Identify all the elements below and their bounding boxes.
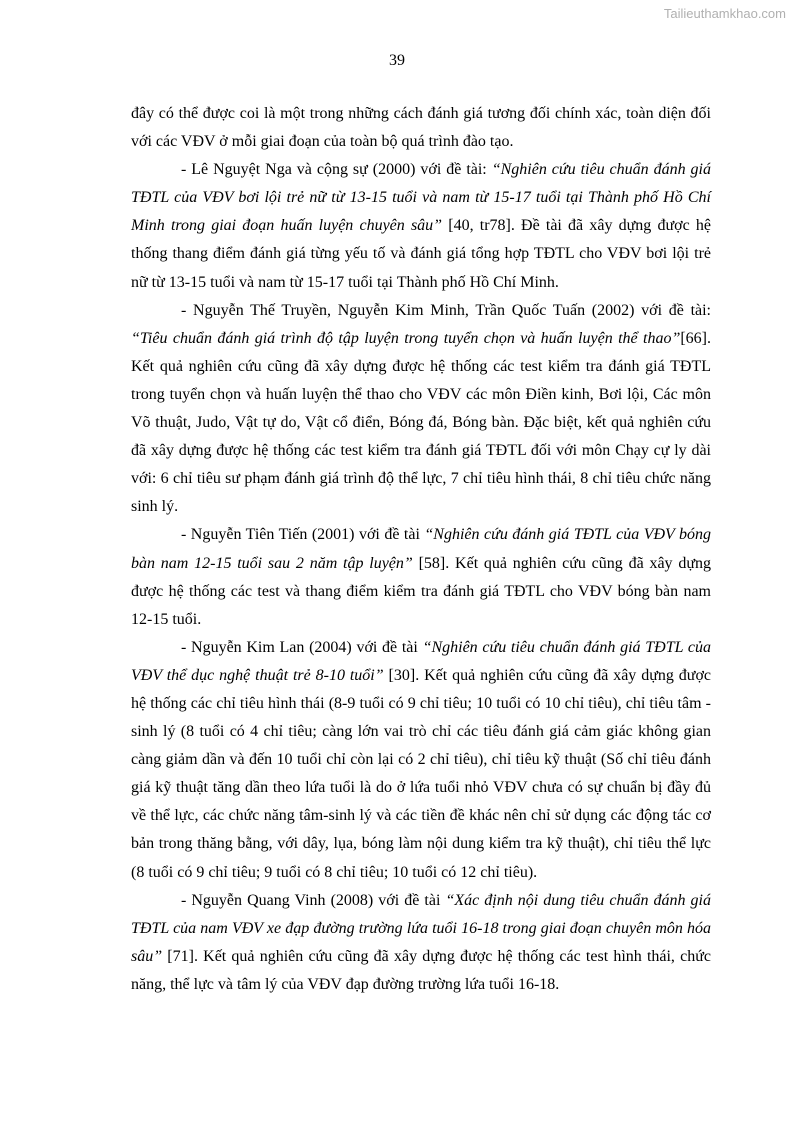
citation-title: “Nghiên cứu tiêu chuẩn đánh giá TĐTL của VĐV thể dục nghệ thuật trẻ 8-10 tuổi” — [131, 638, 712, 684]
paragraph-text: - Lê Nguyệt Nga và cộng sự (2000) với đề tài: — [181, 161, 492, 179]
citation-title: “Nghiên cứu đánh giá TĐTL của VĐV bóng bàn nam 12-15 tuổi sau 2 năm tập luyện” — [131, 526, 712, 572]
body-text — [131, 100, 711, 999]
paragraph-text: [40, tr78]. Đề tài đã xây dựng được hệ thống thang điểm đánh giá từng yếu tố và đánh giá tổng hợp TĐTL cho VĐV bơi lội trẻ nữ từ 13-15 tuổi và nam từ 15-17 tuổi tại Thành phố Hồ Chí Minh. — [131, 217, 711, 291]
paragraph — [131, 521, 711, 633]
paragraph-text: - Nguyễn Tiên Tiến (2001) với đề tài — [181, 526, 425, 544]
citation-title: “Nghiên cứu tiêu chuẩn đánh giá TĐTL của VĐV bơi lội trẻ nữ từ 13-15 tuổi và nam từ 15-17 tuổi tại Thành phố Hồ Chí Minh trong giai đoạn huấn luyện chuyên sâu” — [131, 161, 711, 235]
page-number: 39 — [389, 52, 405, 69]
citation-title: “Xác định nội dung tiêu chuẩn đánh giá TĐTL của nam VĐV xe đạp đường trường lứa tuổi 16-18 trong giai đoạn chuyên môn hóa sâu” — [131, 891, 712, 965]
watermark: Tailieuthamkhao.com — [663, 6, 786, 21]
paragraph-text: [66]. Kết quả nghiên cứu cũng đã xây dựng được hệ thống các test kiểm tra đánh giá TĐTL trong tuyển chọn và huấn luyện thể thao cho VĐV các môn Điền kinh, Bơi lội, Các môn Võ thuật, Judo, Vật tự do, Vật cổ điển, Bóng đá, Bóng bàn. Đặc biệt, kết quả nghiên cứu đã xây dựng được hệ thống các test kiểm tra đánh giá TĐTL đối với môn Chạy cự ly dài với: 6 chỉ tiêu sư phạm đánh giá trình độ thể lực, 7 chỉ tiêu hình thái, 8 chỉ tiêu chức năng sinh lý. — [131, 329, 711, 516]
paragraph — [131, 634, 711, 887]
paragraph — [131, 156, 711, 296]
citation-title: “Tiêu chuẩn đánh giá trình độ tập luyện trong tuyển chọn và huấn luyện thể thao” — [131, 329, 681, 347]
paragraph — [131, 297, 711, 522]
paragraph-text: - Nguyễn Kim Lan (2004) với đề tài — [181, 638, 423, 656]
paragraph-text: đây có thể được coi là một trong những cách đánh giá tương đối chính xác, toàn diện đối với các VĐV ở mỗi giai đoạn của toàn bộ quá trình đào tạo. — [131, 105, 711, 151]
paragraph — [131, 100, 711, 156]
paragraph-text: [30]. Kết quả nghiên cứu cũng đã xây dựng được hệ thống các chỉ tiêu hình thái (8-9 tuổi có 9 chỉ tiêu; 10 tuổi có 10 chỉ tiêu), chỉ tiêu tâm - sinh lý (8 tuổi có 4 chỉ tiêu; càng lớn vai trò chỉ các tiêu đánh giá cảm giác không gian càng giảm dần và đến 10 tuổi chỉ còn lại có 2 chỉ tiêu), chỉ tiêu kỹ thuật (Số chỉ tiêu đánh giá kỹ thuật tăng dần theo lứa tuổi là do ở lứa tuổi nhỏ VĐV chưa có sự chuẩn bị đầy đủ về thể lực, các chức năng tâm-sinh lý và các tiền đề khác nên chỉ sử dụng các động tác cơ bản trong thăng bằng, với dây, lụa, bóng làm nội dung kiểm tra kỹ thuật), chỉ tiêu thể lực (8 tuổi có 9 chỉ tiêu; 9 tuổi có 8 chỉ tiêu; 10 tuổi có 12 chỉ tiêu). — [131, 666, 712, 881]
paragraph-text: - Nguyễn Quang Vinh (2008) với đề tài — [181, 891, 446, 909]
paragraph-text: [58]. Kết quả nghiên cứu cũng đã xây dựng được hệ thống các test và thang điểm kiểm tra đánh giá TĐTL cho VĐV bóng bàn nam 12-15 tuổi. — [131, 554, 712, 628]
paragraph — [131, 887, 711, 999]
paragraph-text: [71]. Kết quả nghiên cứu cũng đã xây dựng được hệ thống các test hình thái, chức năng, thể lực và tâm lý của VĐV đạp đường trường lứa tuổi 16-18. — [131, 947, 711, 993]
paragraph-text: - Nguyễn Thế Truyền, Nguyễn Kim Minh, Trần Quốc Tuấn (2002) với đề tài: — [181, 301, 711, 319]
